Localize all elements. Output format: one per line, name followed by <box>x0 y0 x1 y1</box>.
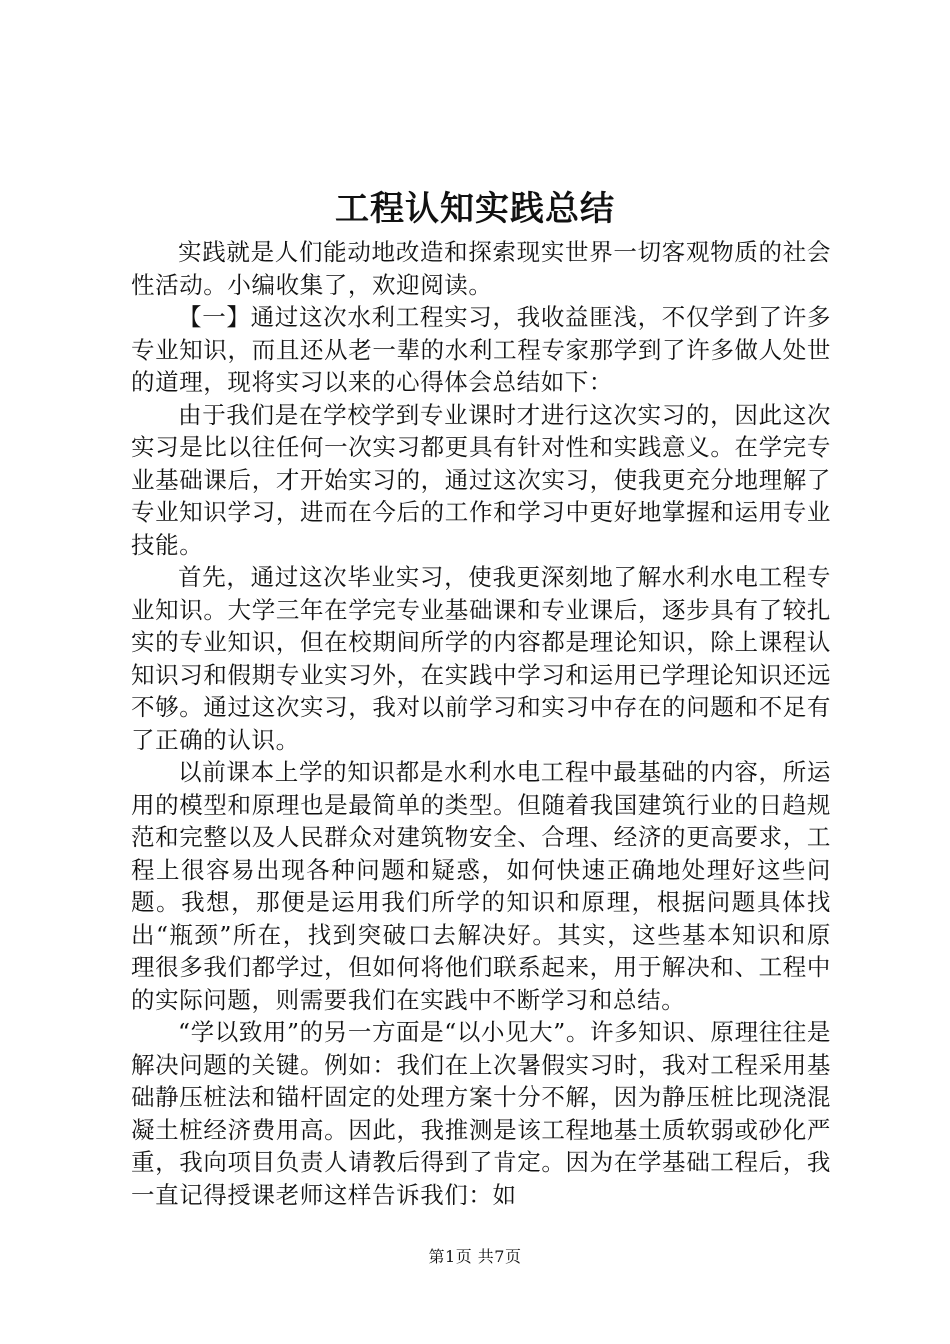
paragraph: 以前课本上学的知识都是水利水电工程中最基础的内容，所运用的模型和原理也是最简单的类型。但随着我国建筑行业的日趋规范和完整以及人民群众对建筑物安全、合理、经济的更高要求，工程上很容易出现各种问题和疑惑，如何快速正确地处理好这些问题。我想，那便是运用我们所学的知识和原理，根据问题具体找出“瓶颈”所在，找到突破口去解决好。其实，这些基本知识和原理很多我们都学过，但如何将他们联系起来，用于解决和、工程中的实际问题，则需要我们在实践中不断学习和总结。 <box>131 758 831 1014</box>
paragraph: “学以致用”的另一方面是“以小见大”。许多知识、原理往往是解决问题的关键。例如：我们在上次暑假实习时，我对工程采用基础静压桩法和锚杆固定的处理方案十分不解，因为静压桩比现浇混凝土桩经济费用高。因此，我推测是该工程地基土质软弱或砂化严重，我向项目负责人请教后得到了肯定。因为在学基础工程后，我一直记得授课老师这样告诉我们：如 <box>131 1018 831 1209</box>
paragraph: 首先，通过这次毕业实习，使我更深刻地了解水利水电工程专业知识。大学三年在学完专业基础课和专业课后，逐步具有了较扎实的专业知识，但在校期间所学的内容都是理论知识，除上课程认知识习和假期专业实习外，在实践中学习和运用已学理论知识还远不够。通过这次实习，我对以前学习和实习中存在的问题和不足有了正确的认识。 <box>131 563 831 754</box>
document-title: 工程认知实践总结 <box>335 189 615 229</box>
page-number-footer: 第1页 共7页 <box>428 1247 522 1266</box>
paragraph: 实践就是人们能动地改造和探索现实世界一切客观物质的社会性活动。小编收集了，欢迎阅读。 <box>131 238 831 299</box>
paragraph: 【一】通过这次水利工程实习，我收益匪浅，不仅学到了许多专业知识，而且还从老一辈的水利工程专家那学到了许多做人处世的道理，现将实习以来的心得体会总结如下： <box>131 303 831 396</box>
paragraph: 由于我们是在学校学到专业课时才进行这次实习的，因此这次实习是比以往任何一次实习都更具有针对性和实践意义。在学完专业基础课后，才开始实习的，通过这次实习，使我更充分地理解了专业知识学习，进而在今后的工作和学习中更好地掌握和运用专业技能。 <box>131 400 831 559</box>
document-body <box>131 236 831 1211</box>
